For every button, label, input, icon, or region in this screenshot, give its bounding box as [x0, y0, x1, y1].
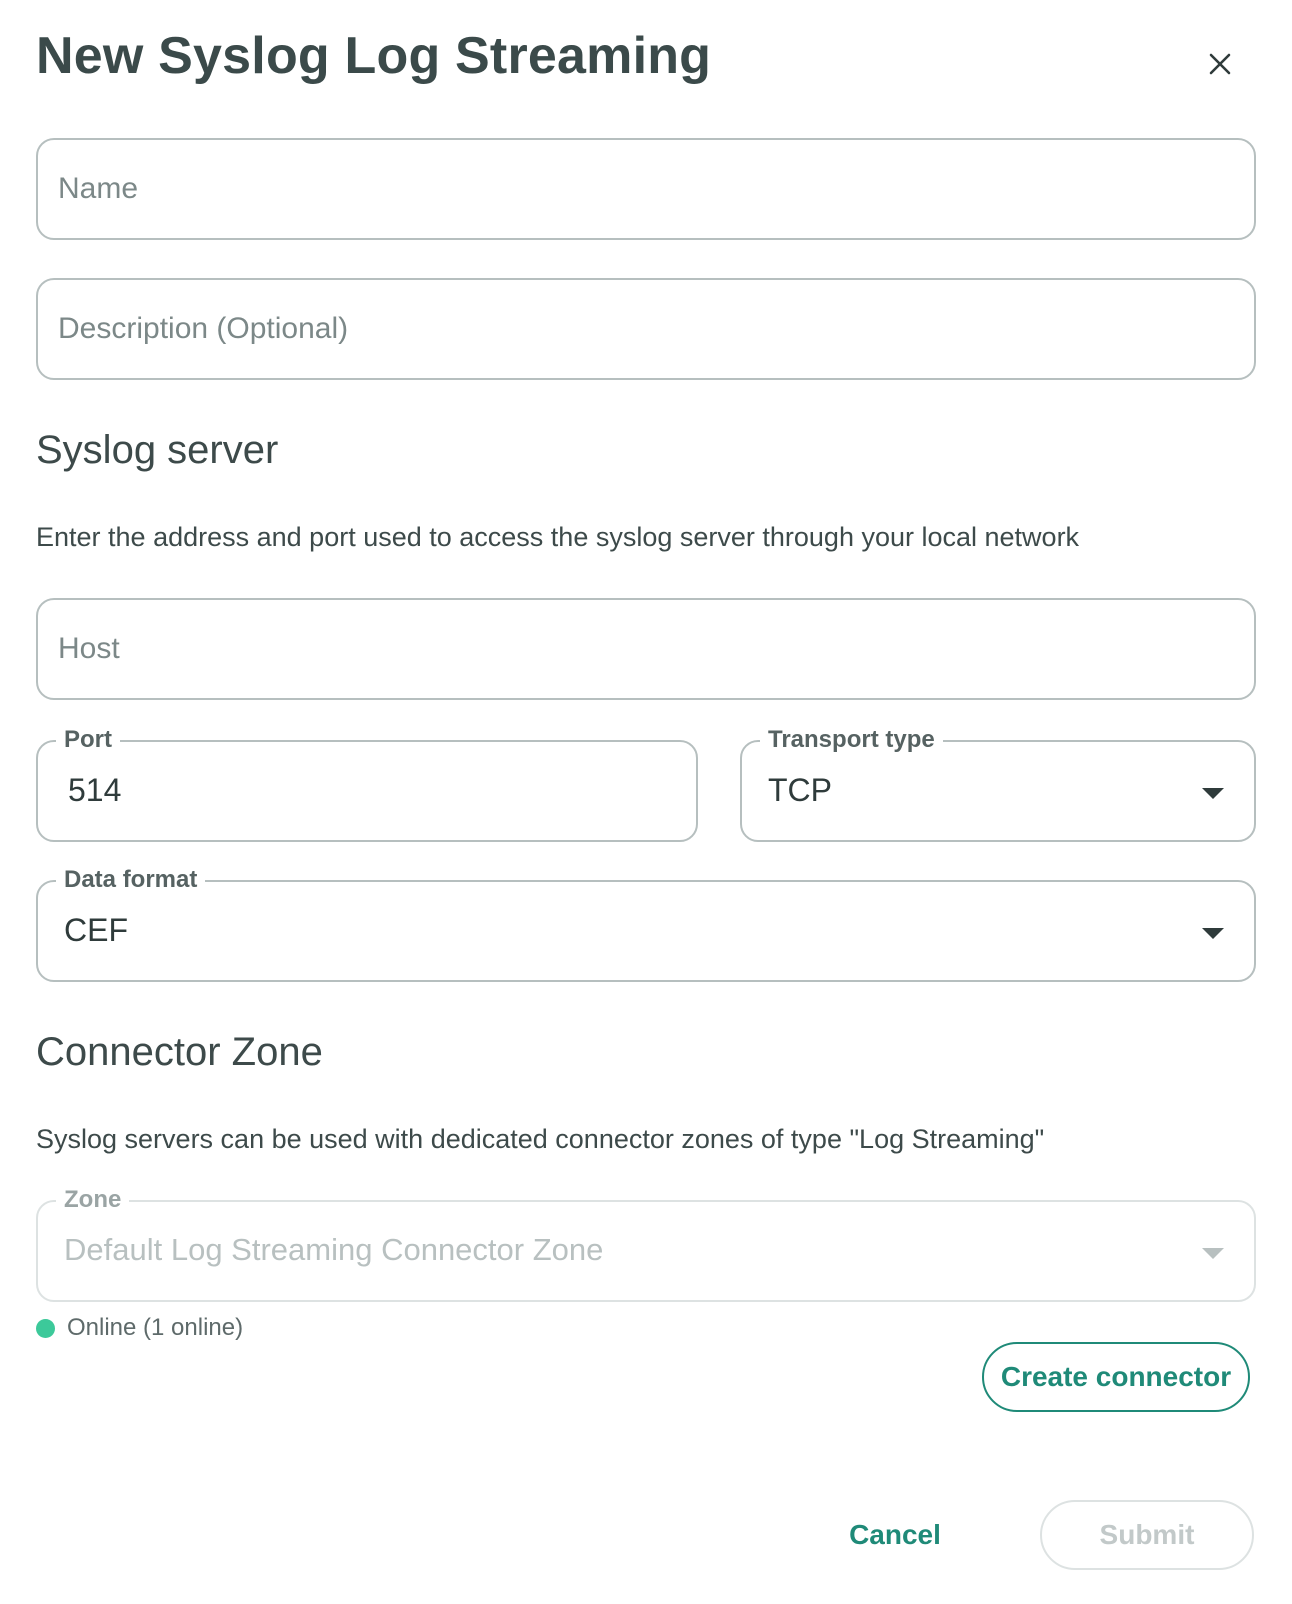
zone-status: [36, 1314, 243, 1342]
host-input[interactable]: [38, 600, 1254, 698]
port-value[interactable]: 514: [68, 772, 122, 808]
syslog-server-heading: Syslog server: [36, 428, 279, 472]
submit-button[interactable]: Submit: [1040, 1500, 1254, 1570]
transport-type-label: Transport type: [760, 725, 943, 755]
chevron-down-icon: [1202, 788, 1224, 799]
close-button[interactable]: [1200, 44, 1240, 84]
cancel-button[interactable]: Cancel: [830, 1500, 960, 1570]
chevron-down-icon: [1202, 1248, 1224, 1259]
syslog-server-description: Enter the address and port used to access the syslog server through your local network: [36, 522, 1080, 552]
zone-status-text: Online (1 online): [67, 1314, 244, 1341]
transport-type-value: TCP: [768, 772, 832, 808]
zone-label: Zone: [56, 1185, 129, 1215]
zone-select: [36, 1186, 1256, 1302]
connector-zone-description: Syslog servers can be used with dedicated connector zones of type "Log Streaming": [36, 1124, 1045, 1154]
port-label: Port: [56, 725, 120, 755]
zone-value: Default Log Streaming Connector Zone: [64, 1232, 604, 1267]
name-field-container: [36, 138, 1256, 240]
data-format-label: Data format: [56, 865, 205, 895]
description-input[interactable]: [38, 280, 1254, 378]
create-connector-button[interactable]: Create connector: [982, 1342, 1250, 1412]
description-field-container: [36, 278, 1256, 380]
online-status-icon: [36, 1319, 55, 1338]
dialog-title: New Syslog Log Streaming: [36, 27, 712, 85]
port-field[interactable]: [36, 726, 698, 842]
data-format-value: CEF: [64, 912, 128, 948]
transport-type-select[interactable]: [740, 726, 1256, 842]
connector-zone-heading: Connector Zone: [36, 1030, 323, 1074]
data-format-select[interactable]: [36, 866, 1256, 982]
host-field-container: [36, 598, 1256, 700]
close-icon: [1209, 53, 1231, 75]
chevron-down-icon: [1202, 928, 1224, 939]
name-input[interactable]: [38, 140, 1254, 238]
